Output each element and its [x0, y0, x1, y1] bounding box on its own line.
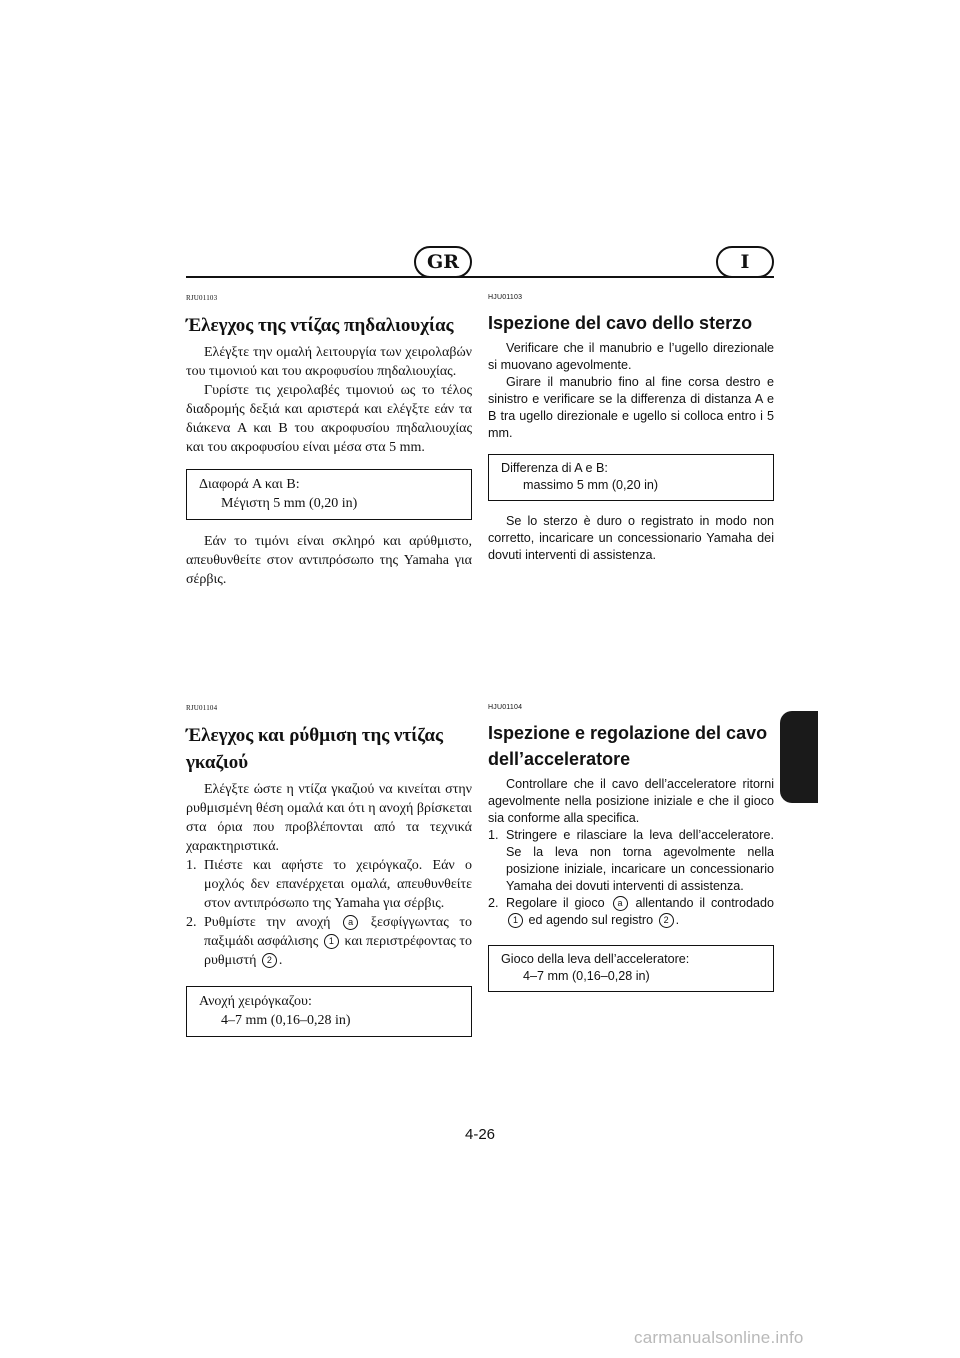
section-it-steering	[488, 289, 774, 564]
section-title: Ispezione del cavo dello sterzo	[488, 313, 753, 333]
paragraph: Γυρίστε τις χειρολαβές τιμονιού ως το τέλος διαδρομής δεξιά και αριστερά και ελέγξτε εάν τα διάκενα A και B του ακροφυσίου πηδαλιουχίας και του ακροφυσίου είναι μέσα στα 5 mm.	[186, 383, 472, 455]
section-title-line: Ispezione e regolazione del cavo	[488, 723, 768, 743]
header-rule	[186, 276, 774, 278]
list-text	[506, 895, 774, 929]
list-number: 2.	[186, 915, 197, 930]
spec-label: Ανοχή χειρόγκαζου:	[199, 994, 312, 1009]
spec-value: massimo 5 mm (0,20 in)	[523, 478, 659, 492]
list-text: Stringere e rilasciare la leva dell’acceleratore. Se la leva non torna agevolmente nella posizione iniziale, incaricare un concessionario Yamaha dei dovuti interventi di assistenza.	[506, 828, 774, 893]
list-text: Πιέστε και αφήστε το χειρόγκαζο. Εάν ο μοχλός δεν επανέρχεται ομαλά, απευθυνθείτε στον αντιπρόσωπο της Yamaha για σέρβις.	[204, 858, 472, 911]
paragraph: Ελέγξτε ώστε η ντίζα γκαζιού να κινείται στην ρυθμισμένη θέση ομαλά και ότι η ανοχή βρίσκεται στα όρια που προβλέπονται από τα τεχνικά χαρακτηριστικά.	[186, 782, 472, 854]
paragraph: Controllare che il cavo dell’acceleratore ritorni agevolmente nella posizione iniziale e che il gioco sia conforme alla specifica.	[488, 777, 774, 825]
spec-label: Διαφορά A και B:	[199, 477, 300, 492]
chapter-tab	[780, 711, 818, 803]
circled-a-icon: a	[613, 896, 628, 911]
section-code: HJU01103	[488, 294, 523, 301]
list-number: 1.	[186, 858, 197, 873]
list-text-part: Regolare il gioco	[506, 896, 605, 910]
list-item	[186, 856, 472, 913]
spec-value: 4–7 mm (0,16–0,28 in)	[221, 1013, 351, 1028]
section-title-line: dell’acceleratore	[488, 749, 631, 769]
spec-box	[186, 469, 472, 520]
circled-2-icon: 2	[262, 953, 277, 968]
list-item	[186, 913, 472, 970]
paragraph: Εάν το τιμόνι είναι σκληρό και αρύθμιστο, απευθυνθείτε στον αντιπρόσωπο της Yamaha για σέρβις.	[186, 534, 472, 587]
spec-label: Differenza di A e B:	[501, 461, 608, 475]
section-it-throttle	[488, 699, 774, 1004]
list-text-part: .	[675, 913, 680, 927]
list-text-part: ed agendo sul registro	[528, 913, 654, 927]
spec-box	[488, 454, 774, 501]
spec-box	[186, 986, 472, 1037]
list-text-part: allentando il controdado	[635, 896, 774, 910]
list-number: 1.	[488, 828, 499, 842]
paragraph: Verificare che il manubrio e l’ugello direzionale si muovano agevolmente.	[488, 341, 774, 372]
spec-value: 4–7 mm (0,16–0,28 in)	[523, 969, 650, 983]
circled-2-icon: 2	[659, 913, 674, 928]
circled-a-icon: a	[343, 915, 358, 930]
list-item	[488, 827, 774, 895]
paragraph: Girare il manubrio fino al fine corsa destro e sinistro e verificare se la differenza di distanza A e B tra ugello direzionale e ugello si colloca entro i 5 mm.	[488, 375, 774, 440]
paragraph: Ελέγξτε την ομαλή λειτουργία των χειρολαβών του τιμονιού και του ακροφυσίου πηδαλιουχίας.	[186, 345, 472, 379]
page-number: 4-26	[464, 1126, 496, 1143]
section-code: RJU01104	[186, 704, 218, 712]
section-code: RJU01103	[186, 294, 218, 302]
section-title-line: γκαζιού	[186, 752, 249, 773]
list-text	[204, 913, 472, 970]
spec-box	[488, 945, 774, 992]
list-number: 2.	[488, 896, 499, 910]
spec-value: Μέγιστη 5 mm (0,20 in)	[221, 496, 358, 511]
section-gr-throttle	[186, 699, 472, 1049]
list-text-part: και περιστρέφοντας το ρυθμιστή	[204, 934, 472, 968]
section-gr-steering	[186, 289, 472, 589]
section-title: Έλεγχος της ντίζας πηδαλιουχίας	[186, 315, 454, 336]
list-text-part: ξεσφίγγωντας το παξιμάδι ασφάλισης	[204, 915, 472, 949]
spec-label: Gioco della leva dell’acceleratore:	[501, 952, 690, 966]
watermark: carmanualsonline.info	[634, 1328, 804, 1347]
circled-1-icon: 1	[508, 913, 523, 928]
section-title	[186, 722, 472, 776]
list-text-part: .	[278, 953, 283, 968]
language-badge-greek: GR	[414, 246, 472, 278]
section-title	[488, 720, 774, 772]
list-item	[488, 895, 774, 929]
paragraph: Se lo sterzo è duro o registrato in modo non corretto, incaricare un concessionario Yamaha dei dovuti interventi di assistenza.	[488, 514, 774, 562]
section-title-line: Έλεγχος και ρύθμιση της ντίζας	[186, 725, 444, 746]
list-text-part: Ρυθμίστε την ανοχή	[204, 915, 331, 930]
circled-1-icon: 1	[324, 934, 339, 949]
language-badge-italian: I	[716, 246, 774, 278]
section-code: HJU01104	[488, 704, 523, 711]
